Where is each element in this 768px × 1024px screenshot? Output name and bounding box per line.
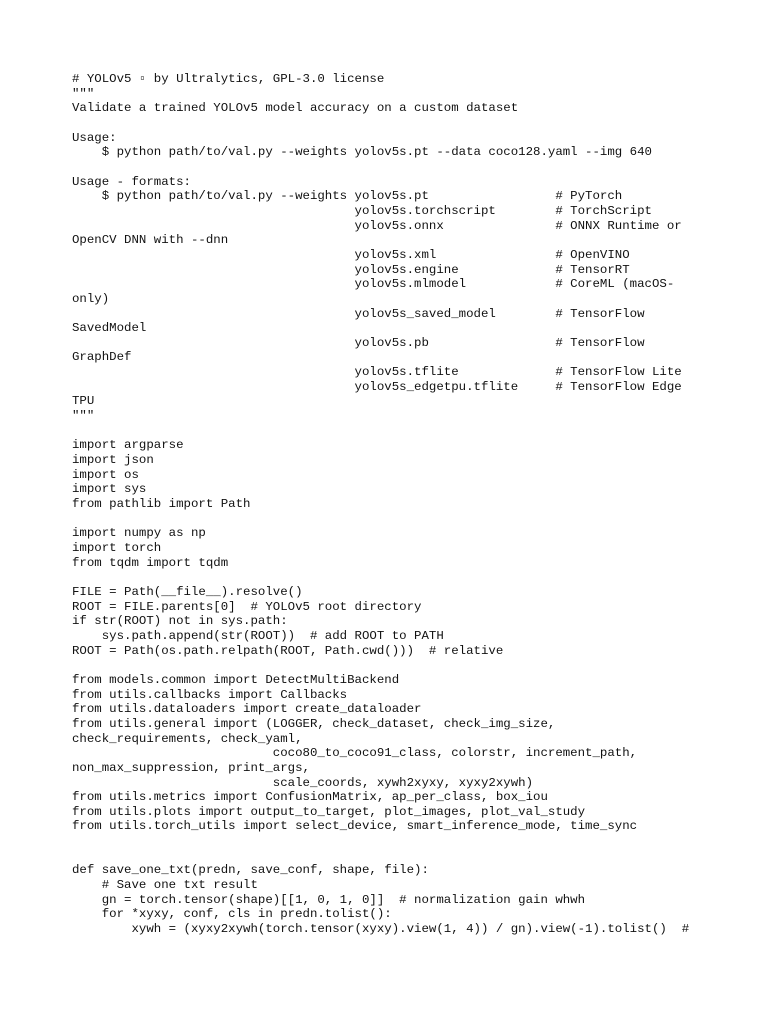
code-line: TPU	[72, 394, 95, 409]
code-line: if str(ROOT) not in sys.path:	[72, 614, 288, 629]
code-line: sys.path.append(str(ROOT)) # add ROOT to PATH	[72, 628, 444, 643]
code-line: yolov5s.torchscript # TorchScript	[72, 203, 652, 218]
code-line: Usage - formats:	[72, 174, 191, 189]
code-line: yolov5s_edgetpu.tflite # TensorFlow Edge	[72, 379, 682, 394]
code-line: FILE = Path(__file__).resolve()	[72, 584, 303, 599]
code-line: non_max_suppression, print_args,	[72, 760, 310, 775]
code-line: import torch	[72, 541, 162, 555]
code-line: OpenCV DNN with --dnn	[72, 233, 229, 248]
code-line	[72, 160, 752, 175]
code-line: ROOT = FILE.parents[0] # YOLOv5 root directory	[72, 599, 422, 614]
code-line	[72, 834, 752, 849]
code-line: from models.common import DetectMultiBackend	[72, 672, 400, 687]
code-line: coco80_to_coco91_class, colorstr, increment_path,	[72, 746, 638, 761]
code-line: from utils.callbacks import Callbacks	[72, 687, 348, 702]
code-line: only)	[72, 291, 110, 306]
code-line: """	[72, 86, 95, 101]
code-line: xywh = (xyxy2xywh(torch.tensor(xyxy).view(1, 4)) / gn).view(-1).tolist() #	[72, 922, 690, 937]
code-line	[72, 849, 752, 864]
code-line: from utils.metrics import ConfusionMatrix, ap_per_class, box_iou	[72, 790, 548, 805]
code-line: # Save one txt result	[72, 878, 258, 893]
code-line: Usage:	[72, 130, 117, 145]
code-line: SavedModel	[72, 321, 147, 336]
code-line: from utils.plots import output_to_target, plot_images, plot_val_study	[72, 804, 586, 819]
code-line: $ python path/to/val.py --weights yolov5s.pt # PyTorch	[72, 189, 623, 204]
code-line: yolov5s.onnx # ONNX Runtime or	[72, 218, 682, 233]
code-line: Validate a trained YOLOv5 model accuracy on a custom dataset	[72, 101, 519, 116]
code-line: from utils.torch_utils import select_device, smart_inference_mode, time_sync	[72, 819, 638, 834]
code-line: import argparse	[72, 438, 184, 453]
code-line: yolov5s.xml # OpenVINO	[72, 247, 630, 262]
code-line: yolov5s.pb # TensorFlow	[72, 335, 645, 350]
code-line: from pathlib import Path	[72, 497, 251, 512]
code-line: yolov5s.tflite # TensorFlow Lite	[72, 365, 682, 380]
code-line: from utils.dataloaders import create_dataloader	[72, 702, 422, 717]
code-line: def save_one_txt(predn, save_conf, shape, file):	[72, 863, 429, 878]
code-line	[72, 512, 752, 527]
code-line: $ python path/to/val.py --weights yolov5s.pt --data coco128.yaml --img 640	[72, 145, 652, 160]
code-line	[72, 424, 752, 439]
code-line: for *xyxy, conf, cls in predn.tolist():	[72, 907, 392, 922]
code-line: # YOLOv5 ▫ by Ultralytics, GPL-3.0 license	[72, 72, 385, 86]
code-line: ROOT = Path(os.path.relpath(ROOT, Path.cwd())) # relative	[72, 643, 504, 658]
code-line: yolov5s.engine # TensorRT	[72, 262, 630, 277]
code-listing	[72, 72, 752, 937]
code-line	[72, 658, 752, 673]
code-line: yolov5s_saved_model # TensorFlow	[72, 306, 645, 321]
code-line: import json	[72, 453, 154, 468]
code-line	[72, 570, 752, 585]
code-line: from tqdm import tqdm	[72, 555, 229, 570]
code-line: import sys	[72, 482, 147, 497]
code-line: """	[72, 409, 95, 424]
code-line	[72, 116, 752, 131]
code-line: import os	[72, 467, 139, 482]
code-line: import numpy as np	[72, 526, 206, 541]
code-line: GraphDef	[72, 350, 132, 365]
code-line: yolov5s.mlmodel # CoreML (macOS-	[72, 277, 675, 292]
code-line: check_requirements, check_yaml,	[72, 731, 303, 746]
code-line: gn = torch.tensor(shape)[[1, 0, 1, 0]] # normalization gain whwh	[72, 892, 586, 907]
code-line: scale_coords, xywh2xyxy, xyxy2xywh)	[72, 775, 534, 790]
code-line: from utils.general import (LOGGER, check_dataset, check_img_size,	[72, 716, 556, 731]
